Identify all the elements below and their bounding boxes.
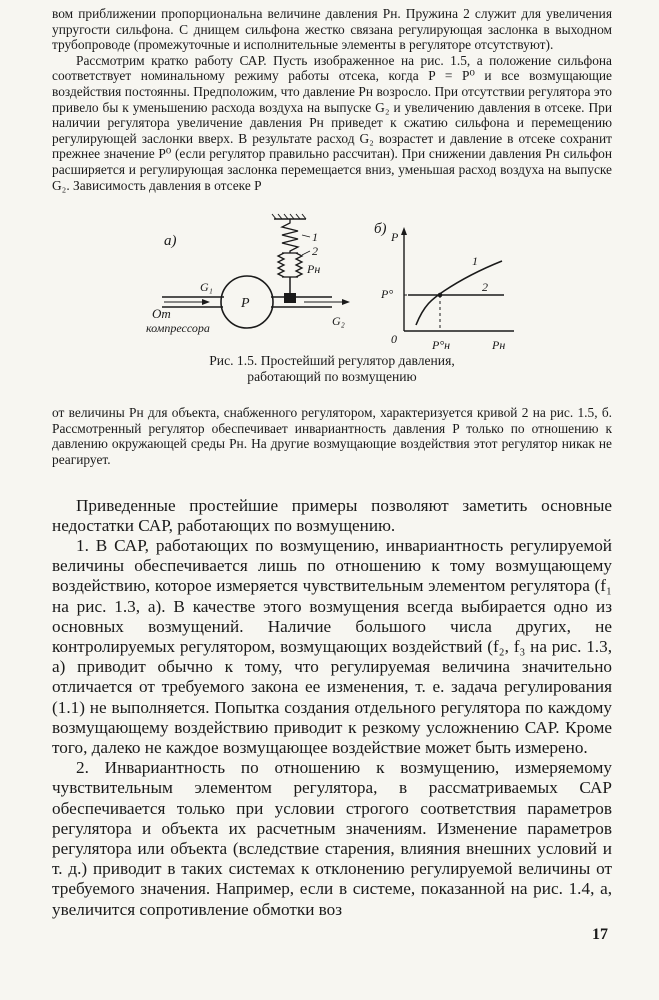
paragraph-4: Приведенные простейшие примеры позволяют заметить основные недостатки САР, работающих по возмущению. — [52, 495, 612, 535]
pn0-label: P°н — [432, 338, 451, 352]
text-block-middle — [52, 405, 612, 467]
graph-axes — [401, 227, 514, 331]
g2-label: G₂ — [332, 314, 345, 329]
text-block-top — [52, 6, 612, 193]
fig-label-a: а) — [164, 233, 177, 250]
page-content — [52, 6, 612, 920]
figure-caption: Рис. 1.5. Простейший регулятор давления, работающий по возмущению — [209, 353, 455, 385]
compressor-label: компрессора — [146, 321, 210, 336]
regulating-valve — [284, 293, 296, 303]
spring-label-1: 1 — [312, 230, 318, 245]
curve-1-label: 1 — [472, 254, 478, 269]
from-label: От — [152, 306, 171, 322]
fig-label-b: б) — [374, 221, 387, 238]
p-label-vessel: P — [241, 296, 250, 312]
paragraph-1: вом приближении пропорциональна величине давления Pн. Пружина 2 служит для увеличения упругости сильфона. С днищем сильфона жестко связана регулирующая заслонка в выходном трубопроводе (промежуточные и исполнительные элементы в регуляторе отсутствуют). — [52, 6, 612, 53]
paragraph-6: 2. Инвариантность по отношению к возмущению, измеряемому чувствительным элементом регулятора, в рассматриваемых САР обеспечивается только при условии строгого соответствия параметров регулятора и объекта их расчетным значениям. Изменение параметров регулятора или объекта (вследствие старения, влияния внешних условий и т. д.) приводит в таких системах к отклонению регулируемой величины от требуемого значения. Например, если в системе, показанной на рис. 1.4, а, увеличится сопротивление обмотки воз — [52, 758, 612, 919]
figure-1-5 — [52, 213, 612, 351]
pn-label-a: Pн — [307, 262, 321, 277]
page-number: 17 — [592, 926, 608, 943]
p0-label: P° — [381, 287, 394, 302]
bellows-1 — [278, 253, 284, 277]
spring-label-2: 2 — [312, 244, 318, 259]
outlet-arrow — [342, 299, 350, 305]
axis-p-label: P — [391, 230, 399, 245]
g1-label: G₁ — [200, 280, 213, 295]
paragraph-2: Рассмотрим кратко работу САР. Пусть изображенное на рис. 1.5, а положение сильфона соответствует номинальному режиму работы отсека, когда P = P⁰ и все возмущающие воздействия постоянны. Предположим, что давление Pн возросло. При отсутствии регулятора это привело бы к уменьшению расхода воздуха на выпуске G₂ и увеличению давления в отсеке. При наличии регулятора увеличение давления Pн приведет к сжатию сильфона и перемещению регулирующей заслонки вверх. В результате расход G₂ возрастет и давление в отсеке сохранит прежнее значение P⁰ (если регулятор правильно рассчитан). При снижении давления Pн сильфон расширяется и регулирующая заслонка перемещается вниз, уменьшая расход воздуха на выпуске G₂. Зависимость давления в отсеке P — [52, 52, 612, 193]
support-plate — [272, 214, 306, 219]
spring-2 — [282, 219, 298, 253]
inlet-arrow — [202, 299, 210, 305]
curve-2-label: 2 — [482, 280, 488, 295]
paragraph-5: 1. В САР, работающих по возмущению, инвариантность регулируемой величины обеспечивается лишь по отношению к тому возмущающему воздействию, которое измеряется чувствительным элементом регулятора (f₁ на рис. 1.3, а). В качестве этого возмущения всегда выбирается одно из основных возмущений. Наличие большого числа других, не контролируемых регулятором, возмущающих воздействий (f₂, f₃ на рис. 1.3, а) приводит обычно к тому, что регулируемая величина значительно отличается от требуемого закона ее изменения, т. е. задача регулирования (1.1) не выполняется. Попытка создания отдельного регулятора по каждому возмущающему воздействию приводит к резкому усложнению САР. Кроме того, далеко не каждое возмущающее воздействие может быть измерено. — [52, 535, 612, 757]
paragraph-3: от величины Pн для объекта, снабженного регулятором, характеризуется кривой 2 на рис. 1.5, б. Рассмотренный регулятор обеспечивает инвариантность давления P только по отношению к давлению окружающей среды Pн. На другие возмущающие воздействия этот регулятор никак не реагирует. — [52, 405, 612, 467]
figure-1-5-drawing — [52, 213, 612, 351]
operating-point — [438, 293, 443, 298]
text-block-bottom — [52, 496, 612, 920]
origin-label: 0 — [391, 332, 397, 347]
curve-1 — [416, 261, 502, 325]
axis-pn-label: Pн — [492, 338, 506, 352]
